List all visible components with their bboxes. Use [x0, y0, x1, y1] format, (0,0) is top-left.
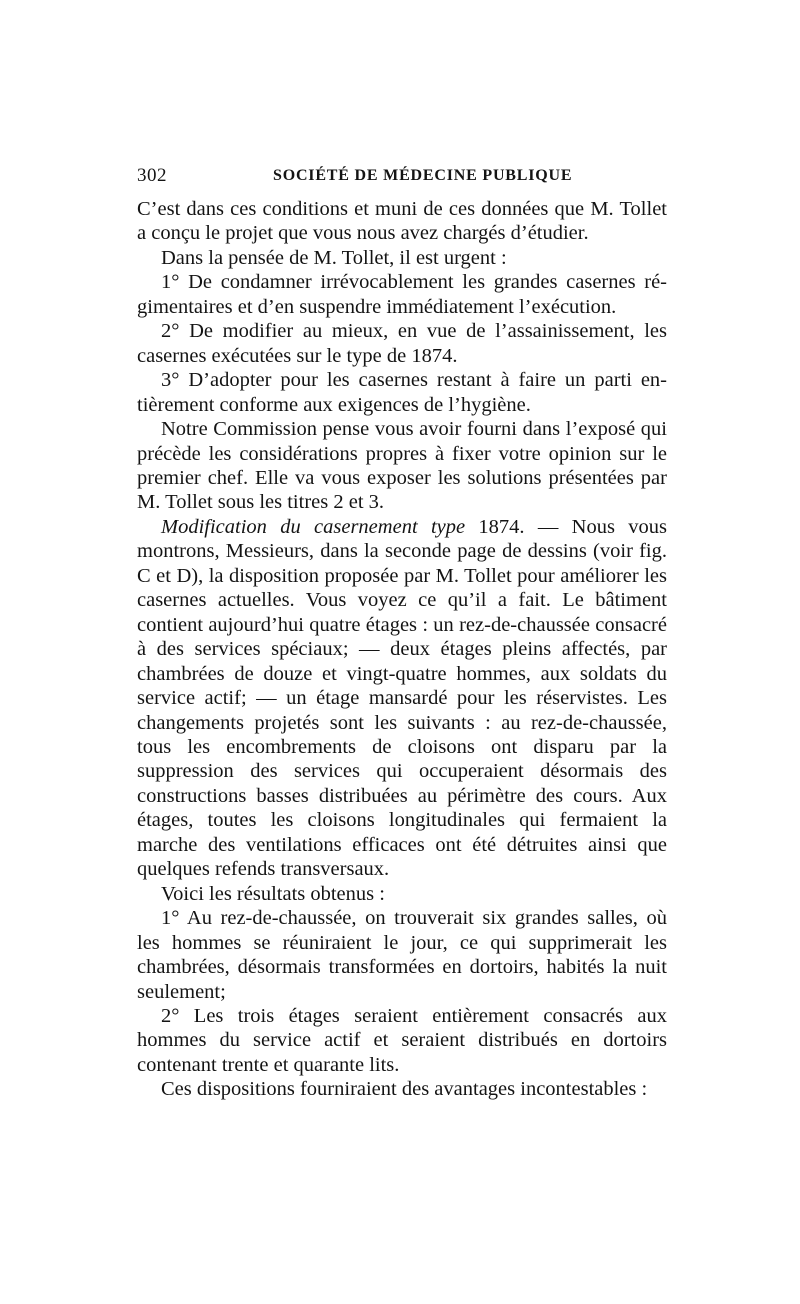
running-head — [137, 165, 667, 197]
paragraph: 2° De modifier au mieux, en vue de l’assainissement, les casernes exécutées sur le type de 1874. — [137, 320, 667, 367]
paragraph: Voici les résultats obtenus : — [161, 882, 385, 905]
paragraph: Dans la pensée de M. Tollet, il est urgent : — [161, 246, 507, 269]
section-paragraph — [137, 515, 667, 882]
page-number: 302 — [137, 165, 167, 186]
section-text: 1874. — Nous vous montrons, Messieurs, dans la seconde page de dessins (voir fig. C et D), la disposition proposée par M. Tollet pour améliorer les casernes actuelles. Vous voyez ce qu’il a fait. Le bâtiment contient aujourd’hui quatre étages : un rez-de-chaussée consacré à des services spéciaux; — deux étages pleins affectés, par chambrées de douze et vingt-quatre hommes, aux soldats du service actif; — un étage mansardé pour les réservistes. Les changements projetés sont les suivants : au rez-de-chaussée, tous les encombrements de cloisons ont disparu par la suppression des services qui occuperaient désormais des constructions basses distribuées au périmètre des cours. Aux étages, toutes les cloisons longitudinales qui fermaient la marche des ventilations efficaces ont été détruites ainsi que quelques refends transversaux. — [137, 515, 667, 881]
section-title: Modification du casernement type — [161, 515, 466, 538]
paragraph: Ces dispositions fourniraient des avantages incontestables : — [161, 1078, 648, 1101]
document-page — [137, 165, 667, 1102]
paragraph: 3° D’adopter pour les casernes restant à faire un parti entièrement conforme aux exigences de l’hygiène. — [137, 369, 667, 416]
paragraph: Notre Commission pense vous avoir fourni dans l’exposé qui précède les considérations propres à fixer votre opinion sur le premier chef. Elle va vous exposer les solutions présentées par M. Tollet sous les titres 2 et 3. — [137, 418, 667, 514]
paragraph: 1° Au rez-de-chaussée, on trouverait six grandes salles, où les hommes se réuniraient le jour, ce qui supprimerait les chambrées, désormais transformées en dortoirs, habités la nuit seulement; — [137, 907, 667, 1003]
journal-title: SOCIÉTÉ DE MÉDECINE PUBLIQUE — [273, 167, 573, 184]
paragraph: 2° Les trois étages seraient entièrement consacrés aux hommes du service actif et seraient distribués en dortoirs contenant trente et quarante lits. — [137, 1004, 667, 1076]
paragraph: C’est dans ces conditions et muni de ces données que M. Tollet a conçu le projet que vous nous avez chargés d’étudier. — [137, 198, 667, 245]
paragraph: 1° De condamner irrévocablement les grandes casernes régimentaires et d’en suspendre immédiatement l’exécution. — [137, 271, 667, 318]
body-text — [137, 197, 667, 1102]
